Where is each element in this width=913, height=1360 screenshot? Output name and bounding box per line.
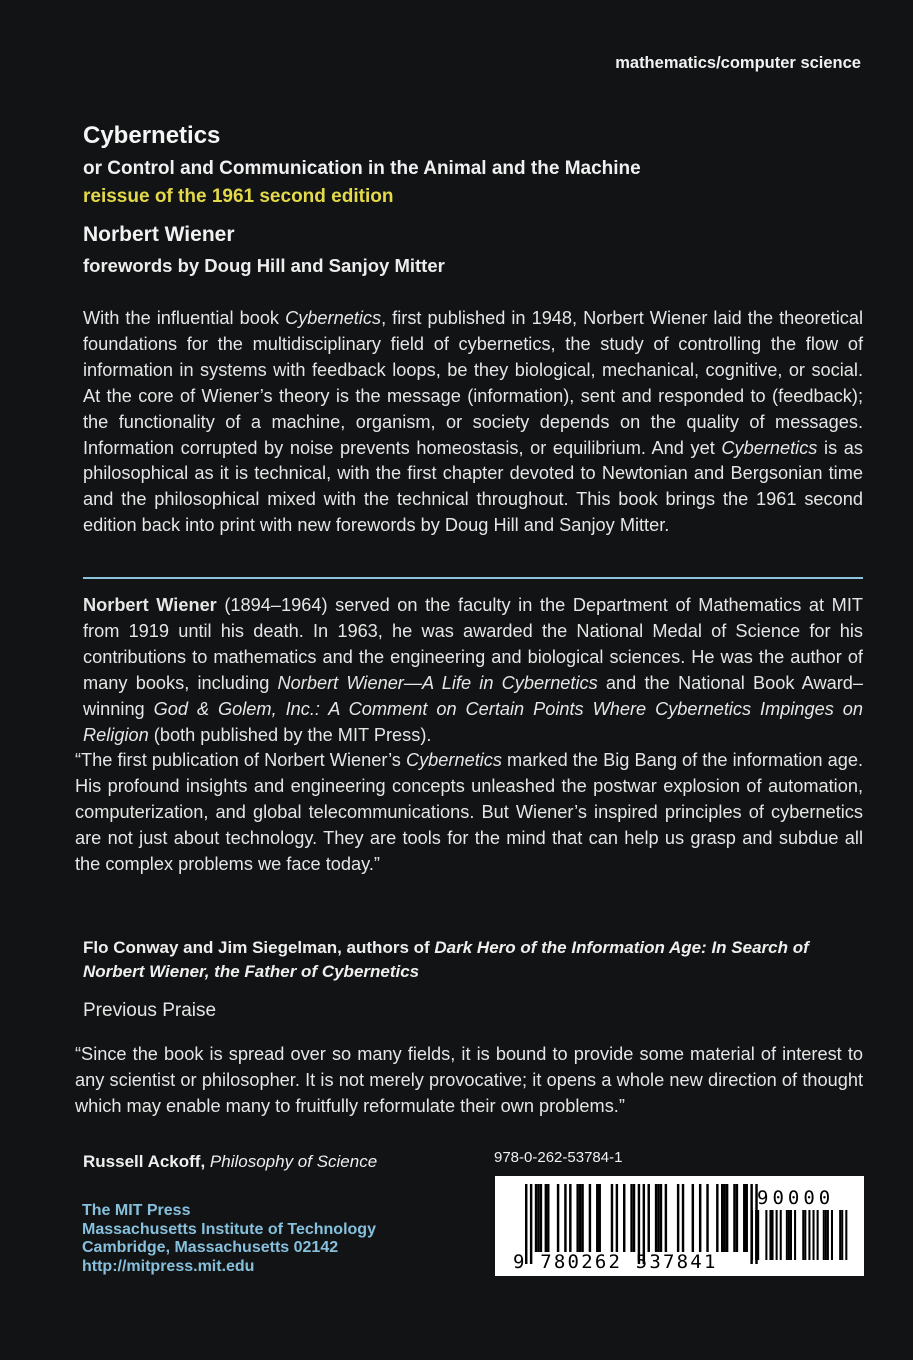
- barcode-bar: [599, 1184, 601, 1252]
- barcode-addon-bar: [755, 1210, 757, 1260]
- praise-attribution-1: Flo Conway and Jim Siegelman, authors of Dark Hero of the Information Age: In Search of Norbert Wiener, the Father of Cybernetics: [83, 938, 809, 981]
- barcode-addon-bar: [794, 1210, 796, 1260]
- barcode-bar: [576, 1184, 578, 1252]
- barcode-bar: [537, 1184, 539, 1252]
- barcode-bar: [623, 1184, 625, 1252]
- barcode-bar: [660, 1184, 662, 1252]
- barcode-bar: [726, 1184, 728, 1252]
- barcode-bar: [657, 1184, 659, 1252]
- barcode-bar: [540, 1184, 542, 1252]
- barcode-bar: [736, 1184, 738, 1252]
- barcode-bar: [547, 1184, 549, 1252]
- publisher-name: The MIT Press: [82, 1202, 191, 1219]
- barcode-bar: [655, 1184, 657, 1252]
- barcode-addon-bar: [780, 1210, 782, 1260]
- book-title: Cybernetics: [83, 122, 221, 149]
- barcode-bar: [733, 1184, 735, 1252]
- publisher-url[interactable]: http://mitpress.mit.edu: [82, 1257, 255, 1275]
- barcode-addon-bar: [804, 1210, 806, 1260]
- barcode-graphic: [495, 1176, 864, 1276]
- edition-note: reissue of the 1961 second edition: [83, 186, 394, 207]
- barcode-bar: [535, 1184, 537, 1252]
- forewords-credit: forewords by Doug Hill and Sanjoy Mitter: [83, 255, 445, 276]
- barcode-bar: [721, 1184, 723, 1252]
- barcode-bar: [579, 1184, 581, 1252]
- barcode-addon-bar: [825, 1210, 827, 1260]
- barcode-addon-bars: [751, 1210, 847, 1260]
- barcode-bar: [665, 1184, 667, 1252]
- barcode-bar: [692, 1184, 694, 1252]
- barcode-addon-bar: [817, 1210, 819, 1260]
- publisher-address: Cambridge, Massachusetts 02142: [82, 1239, 339, 1257]
- barcode-addon-bar: [776, 1210, 778, 1260]
- author-name: Norbert Wiener: [83, 223, 235, 246]
- barcode-addon-bar: [839, 1210, 841, 1260]
- barcode-bar: [746, 1184, 748, 1252]
- section-divider: [83, 577, 863, 579]
- barcode-addon-bar: [802, 1210, 804, 1260]
- barcode-addon-bar: [831, 1210, 833, 1260]
- barcode-addon-bar: [827, 1210, 829, 1260]
- barcode-bar: [611, 1184, 613, 1252]
- praise-attribution-2: Russell Ackoff, Philosophy of Science: [83, 1152, 378, 1171]
- barcode-bar: [677, 1184, 679, 1252]
- category-label: mathematics/computer science: [615, 54, 861, 72]
- barcode-addon-bar: [772, 1210, 774, 1260]
- barcode-bar: [564, 1184, 566, 1252]
- barcode-bar: [569, 1184, 571, 1252]
- barcode-addon-bar: [786, 1210, 788, 1260]
- barcode-addon-bar: [841, 1210, 843, 1260]
- isbn-number: 978-0-262-53784-1: [494, 1149, 623, 1166]
- barcode-bar: [589, 1184, 591, 1252]
- barcode-bar: [682, 1184, 684, 1252]
- barcode-bar: [699, 1184, 701, 1252]
- barcode-bar: [743, 1184, 745, 1252]
- barcode-bar: [616, 1184, 618, 1252]
- barcode-addon-digits: 90000: [757, 1187, 835, 1209]
- barcode-addon-bar: [823, 1210, 825, 1260]
- barcode-addon-bar: [769, 1210, 771, 1260]
- barcode-addon-bar: [751, 1210, 753, 1260]
- barcode-bar: [596, 1184, 598, 1252]
- barcode-bar: [633, 1184, 635, 1252]
- barcode-bar: [706, 1184, 708, 1252]
- previous-praise-heading: Previous Praise: [83, 1000, 217, 1021]
- barcode-bar: [630, 1184, 632, 1252]
- praise-quote-2: “Since the book is spread over so many fields, it is bound to provide some material of interest to any scientist or philosopher. It is not merely provocative; it opens a whole new direction of thought which may enable many to fruitfully reformulate their own problems.”: [75, 1044, 863, 1116]
- barcode-bar: [557, 1184, 559, 1252]
- barcode-addon-bar: [808, 1210, 810, 1260]
- barcode-addon-bar: [813, 1210, 815, 1260]
- barcode-addon-bar: [788, 1210, 790, 1260]
- barcode-addon-bar: [757, 1210, 759, 1260]
- barcode-addon-bar: [765, 1210, 767, 1260]
- author-bio: Norbert Wiener (1894–1964) served on the faculty in the Department of Mathematics at MIT from 1919 until his death. In 1963, he was awarded the National Medal of Science for his contributions to mathematics and the engineering and biological sciences. He was the author of many books, including Norbert Wiener—A Life in Cybernetics and the National Book Award–winning God & Golem, Inc.: A Comment on Certain Points Where Cybernetics Impinges on Religion (both published by the MIT Press).: [83, 595, 864, 745]
- barcode-bar: [545, 1184, 547, 1252]
- barcode-addon-bar: [790, 1210, 792, 1260]
- praise-quote-1: “The first publication of Norbert Wiener’s Cybernetics marked the Big Bang of the information age. His profound insights and engineering concepts unleashed the postwar explosion of automation, computerization, and global telecommunications. But Wiener’s inspired principles of cybernetics are not just about technology. They are tools for the mind that can help us grasp and subdue all the complex problems we face today.”: [75, 750, 864, 874]
- book-subtitle: or Control and Communication in the Animal and the Machine: [83, 158, 641, 179]
- barcode-bar: [581, 1184, 583, 1252]
- barcode-digits: 9 780262 537841: [513, 1251, 718, 1273]
- barcode-bar: [723, 1184, 725, 1252]
- barcode-bar: [648, 1184, 650, 1252]
- barcode-bar: [716, 1184, 718, 1252]
- publisher-info: [82, 1202, 376, 1276]
- isbn-barcode: [495, 1176, 864, 1276]
- publisher-institute: Massachusetts Institute of Technology: [82, 1220, 376, 1238]
- barcode-addon-bar: [845, 1210, 847, 1260]
- book-description: With the influential book Cybernetics, first published in 1948, Norbert Wiener laid the theoretical foundations for the multidisciplinary field of cybernetics, the study of controlling the flow of information in systems with feedback loops, be they biological, mechanical, cognitive, or social. At the core of Wiener’s theory is the message (information), sent and responded to (feedback); the functionality of a machine, organism, or society depends on the quality of messages. Information corrupted by noise prevents homeostasis, or equilibrium. And yet Cybernetics is as philosophical as it is technical, with the first chapter devoted to Newtonian and Bergsonian time and the philosophical mixed with the technical throughout. This book brings the 1961 second edition back into print with new forewords by Doug Hill and Sanjoy Mitter.: [83, 308, 864, 536]
